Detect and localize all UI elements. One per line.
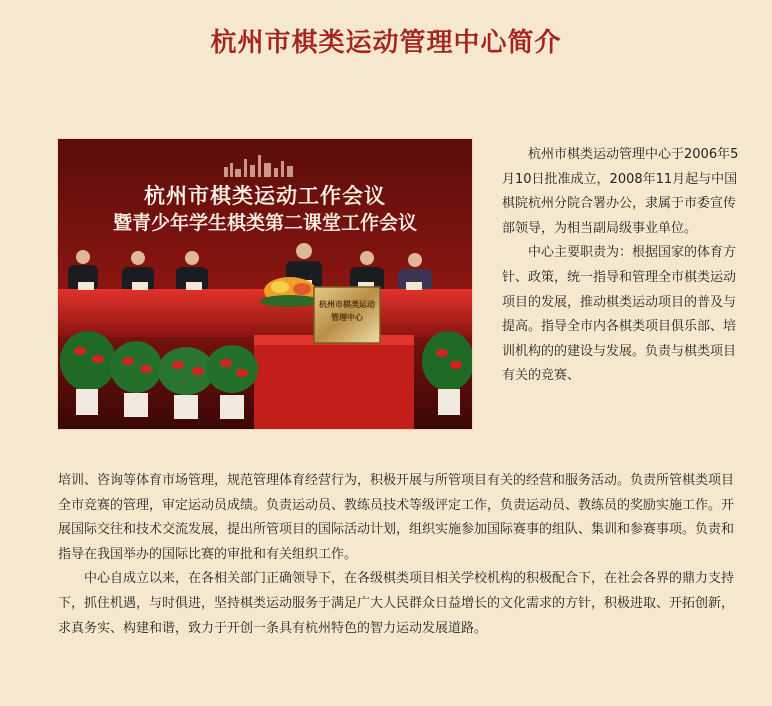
banner-line-2: 暨青少年学生棋类第二课堂工作会议 — [112, 212, 418, 234]
svg-text:管理中心: 管理中心 — [331, 313, 363, 322]
development-paragraph: 中心自成立以来，在各相关部门正确领导下，在各级棋类项目相关学校机构的积极配合下，在社会各界的鼎力支持下，抓住机遇，与时俱进，坚持棋类运动服务于满足广大人民群众日益增长的文化需求的方针，积极进取、开拓创新，求真务实、构建和谐，致力于开创一条具有杭州特色的智力运动发展道路。 — [58, 571, 735, 636]
svg-text:杭州市棋类运动: 杭州市棋类运动 — [319, 300, 375, 309]
intro-text-column — [502, 143, 742, 389]
duties-paragraph-start: 中心主要职责为：根据国家的体育方针、政策，统一指导和管理全市棋类运动项目的发展，推动棋类运动项目的普及与提高。指导全市内各棋类项目俱乐部、培训机构的的建设与发展。负责与棋类项目有关的竞赛、 — [502, 245, 737, 384]
page-title: 杭州市棋类运动管理中心简介 — [210, 28, 562, 58]
conference-photo — [58, 139, 472, 429]
banner-line-1: 杭州市棋类运动工作会议 — [144, 184, 386, 208]
intro-paragraph-1: 杭州市棋类运动管理中心于2006年5月10日批准成立，2008年11月起与中国棋院杭州分院合署办公，隶属于市委宣传部领导，为相当副局级事业单位。 — [502, 147, 739, 236]
plaque — [314, 287, 380, 343]
full-width-text — [58, 469, 734, 641]
duties-paragraph-continued: 培训、咨询等体育市场管理，规范管理体育经营行为，积极开展与所管项目有关的经营和服务活动。负责所管棋类项目全市竞赛的管理，审定运动员成绩。负责运动员、教练员技术等级评定工作，负责运动员、教练员的奖励实施工作。开展国际交往和技术交流发展，提出所管项目的国际活动计划，组织实施参加国际赛事的组队、集训和参赛事项。负责和指导在我国举办的国际比赛的审批和有关组织工作。 — [58, 473, 735, 562]
